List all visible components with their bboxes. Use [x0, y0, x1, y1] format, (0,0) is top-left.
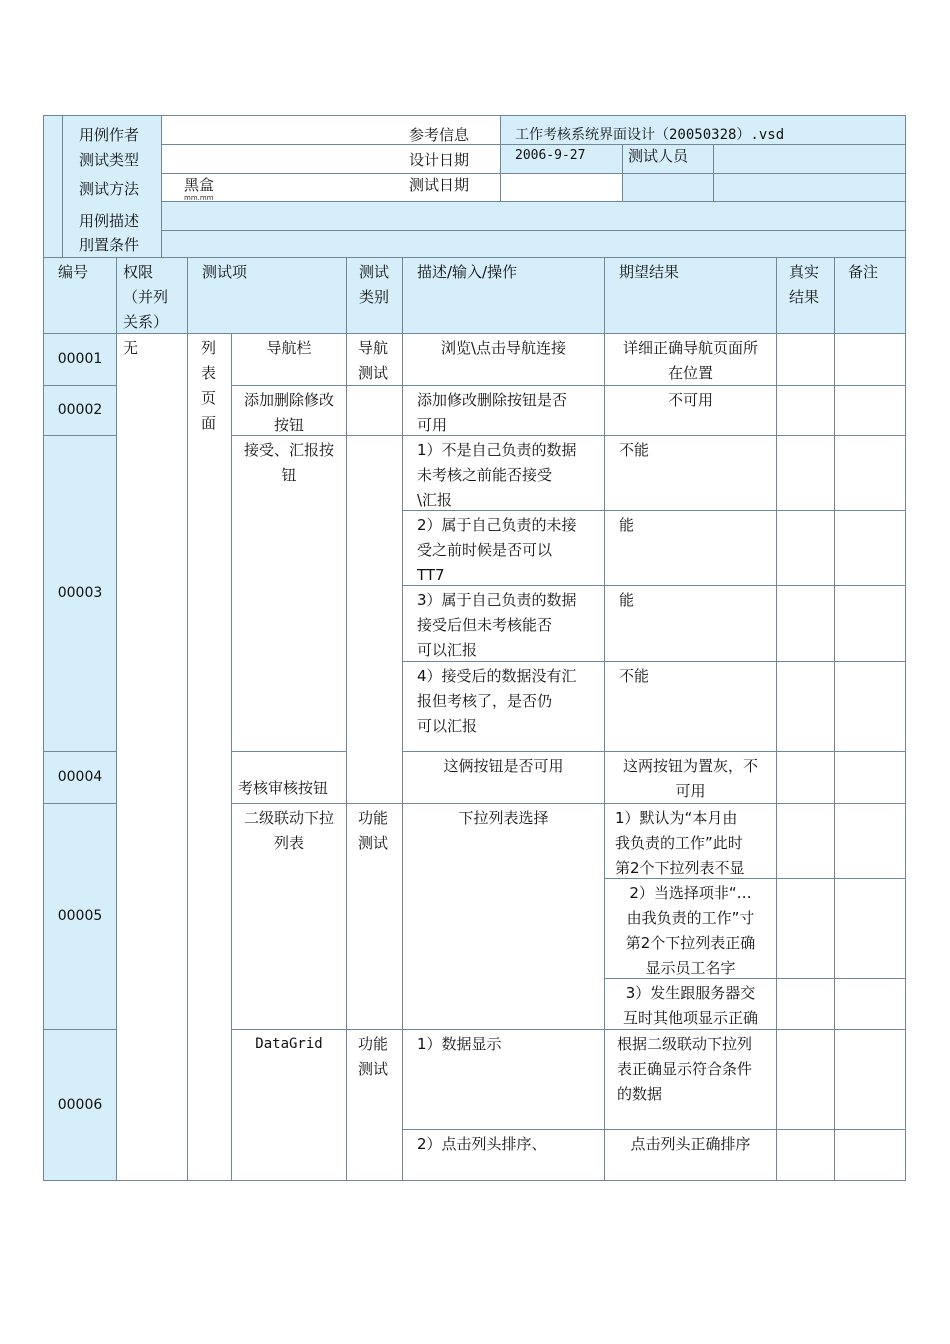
category-cascade: 功能 测试 — [346, 803, 403, 1030]
input-edit-buttons: 添加修改删除按钮是否 可用 — [402, 385, 605, 436]
input-datagrid-2: 2）点击列头排序、 — [402, 1129, 605, 1181]
expected-cascade-2: 2）当选择项非“… 由我负责的工作”寸 第2个下拉列表正确 显示员工名字 — [604, 878, 777, 979]
method-label: 测试方法 — [79, 180, 140, 198]
note-cell-00003-2 — [834, 510, 906, 586]
expected-nav: 详细正确导航页面所 在位置 — [604, 333, 777, 386]
actual-cell-00005-1 — [776, 803, 835, 879]
method-value: 黑盒 — [184, 176, 215, 194]
pre-condition-label: 刖置条件 — [79, 236, 140, 254]
method-small-note: mm.mm — [184, 194, 214, 202]
perm-cell: 无 — [116, 333, 188, 1181]
expected-accept-4: 不能 — [604, 661, 777, 752]
category-nav: 导航 测试 — [346, 333, 403, 386]
note-cell-00003-4 — [834, 661, 906, 752]
expected-edit-buttons: 不可用 — [604, 385, 777, 436]
note-cell-00005-2 — [834, 878, 906, 979]
page-cell: 列 表 页 面 — [187, 333, 232, 1181]
row-id-00004: 00004 — [43, 751, 117, 804]
category-empty-2 — [346, 435, 403, 804]
row-id-00006: 00006 — [43, 1029, 117, 1181]
actual-cell-00006-1 — [776, 1029, 835, 1130]
actual-cell-00005-2 — [776, 878, 835, 979]
expected-datagrid-2: 点击列头正确排序 — [604, 1129, 777, 1181]
tester-label: 测试人员 — [628, 147, 689, 165]
actual-cell-00003-1 — [776, 435, 835, 511]
item-accept-report: 接受、汇报按 钮 — [231, 435, 347, 752]
input-accept-4: 4）接受后的数据没有汇 报但考核了，是否仍 可以汇报 — [402, 661, 605, 752]
row-id-00003: 00003 — [43, 435, 117, 752]
item-cascade-dropdown: 二级联动下拉 列表 — [231, 803, 347, 1030]
col-header-input: 描述/输入/操作 — [402, 257, 605, 334]
note-cell-00006-1 — [834, 1029, 906, 1130]
type-label: 测试类型 — [79, 151, 140, 169]
note-cell-00001 — [834, 333, 906, 386]
header-desc-value-cell — [161, 201, 906, 231]
ref-label: 参考信息 — [409, 126, 470, 144]
item-nav: 导航栏 — [231, 333, 347, 386]
col-header-item: 测试项 — [187, 257, 347, 334]
col-header-actual: 真实 结果 — [776, 257, 835, 334]
note-cell-00003-3 — [834, 585, 906, 662]
row-id-00005: 00005 — [43, 803, 117, 1030]
col-header-expected: 期望结果 — [604, 257, 777, 334]
actual-cell-00003-3 — [776, 585, 835, 662]
expected-datagrid-1: 根据二级联动下拉列 表正确显示符合条件 的数据 — [604, 1029, 777, 1130]
input-accept-1: 1）不是自己负责的数据 未考核之前能否接受 \汇报 — [402, 435, 605, 511]
expected-cascade-3: 3）发生跟服务器交 互时其他项显示正确 — [604, 978, 777, 1030]
expected-accept-1: 不能 — [604, 435, 777, 511]
header-left-strip — [43, 115, 63, 258]
col-header-category: 测试 类别 — [346, 257, 403, 334]
item-datagrid: DataGrid — [231, 1029, 347, 1181]
col-header-note: 备注 — [834, 257, 906, 334]
header-tester-value-cell — [713, 144, 906, 174]
category-datagrid: 功能 测试 — [346, 1029, 403, 1181]
note-cell-00005-3 — [834, 978, 906, 1030]
category-empty-1 — [346, 385, 403, 436]
actual-cell-00003-2 — [776, 510, 835, 586]
input-datagrid-1: 1）数据显示 — [402, 1029, 605, 1130]
actual-cell-00006-2 — [776, 1129, 835, 1181]
row-id-00002: 00002 — [43, 385, 117, 436]
item-audit-buttons-label: 考核审核按钮 — [238, 779, 329, 797]
header-test-date-extra-cell-2 — [713, 173, 906, 202]
input-cascade: 下拉列表选择 — [402, 803, 605, 1030]
desc-label: 用例描述 — [79, 212, 140, 230]
input-nav: 浏览\点击导航连接 — [402, 333, 605, 386]
header-test-date-value-cell — [500, 173, 623, 202]
input-accept-2: 2）属于自己负责的未接 受之前时候是否可以 TT7 — [402, 510, 605, 586]
row-id-00001: 00001 — [43, 333, 117, 386]
note-cell-00004 — [834, 751, 906, 804]
expected-audit: 这两按钮为置灰，不 可用 — [604, 751, 777, 804]
item-audit-buttons — [231, 751, 347, 804]
note-cell-00006-2 — [834, 1129, 906, 1181]
note-cell-00002 — [834, 385, 906, 436]
header-test-date-extra-cell — [622, 173, 714, 202]
ref-value: 工作考核系统界面设计（20050328）.vsd — [515, 127, 785, 143]
design-date-value: 2006-9-27 — [515, 148, 586, 163]
actual-cell-00004 — [776, 751, 835, 804]
input-accept-3: 3）属于自己负责的数据 接受后但未考核能否 可以汇报 — [402, 585, 605, 662]
design-date-label: 设计日期 — [409, 151, 470, 169]
expected-accept-2: 能 — [604, 510, 777, 586]
input-audit: 这俩按钮是否可用 — [402, 751, 605, 804]
note-cell-00005-1 — [834, 803, 906, 879]
col-header-id: 编号 — [43, 257, 117, 334]
header-pre-value-cell — [161, 230, 906, 258]
actual-cell-00003-4 — [776, 661, 835, 752]
author-label: 用例作者 — [79, 126, 140, 144]
actual-cell-00005-3 — [776, 978, 835, 1030]
expected-cascade-1: 1）默认为“本月由 我负责的工作”此时 第2个下拉列表不显 — [604, 803, 777, 879]
actual-cell-00002 — [776, 385, 835, 436]
item-edit-buttons: 添加删除修改 按钮 — [231, 385, 347, 436]
col-header-perm: 权限 （并列 关系） — [116, 257, 188, 334]
expected-accept-3: 能 — [604, 585, 777, 662]
actual-cell-00001 — [776, 333, 835, 386]
test-date-label: 测试日期 — [409, 176, 470, 194]
note-cell-00003-1 — [834, 435, 906, 511]
